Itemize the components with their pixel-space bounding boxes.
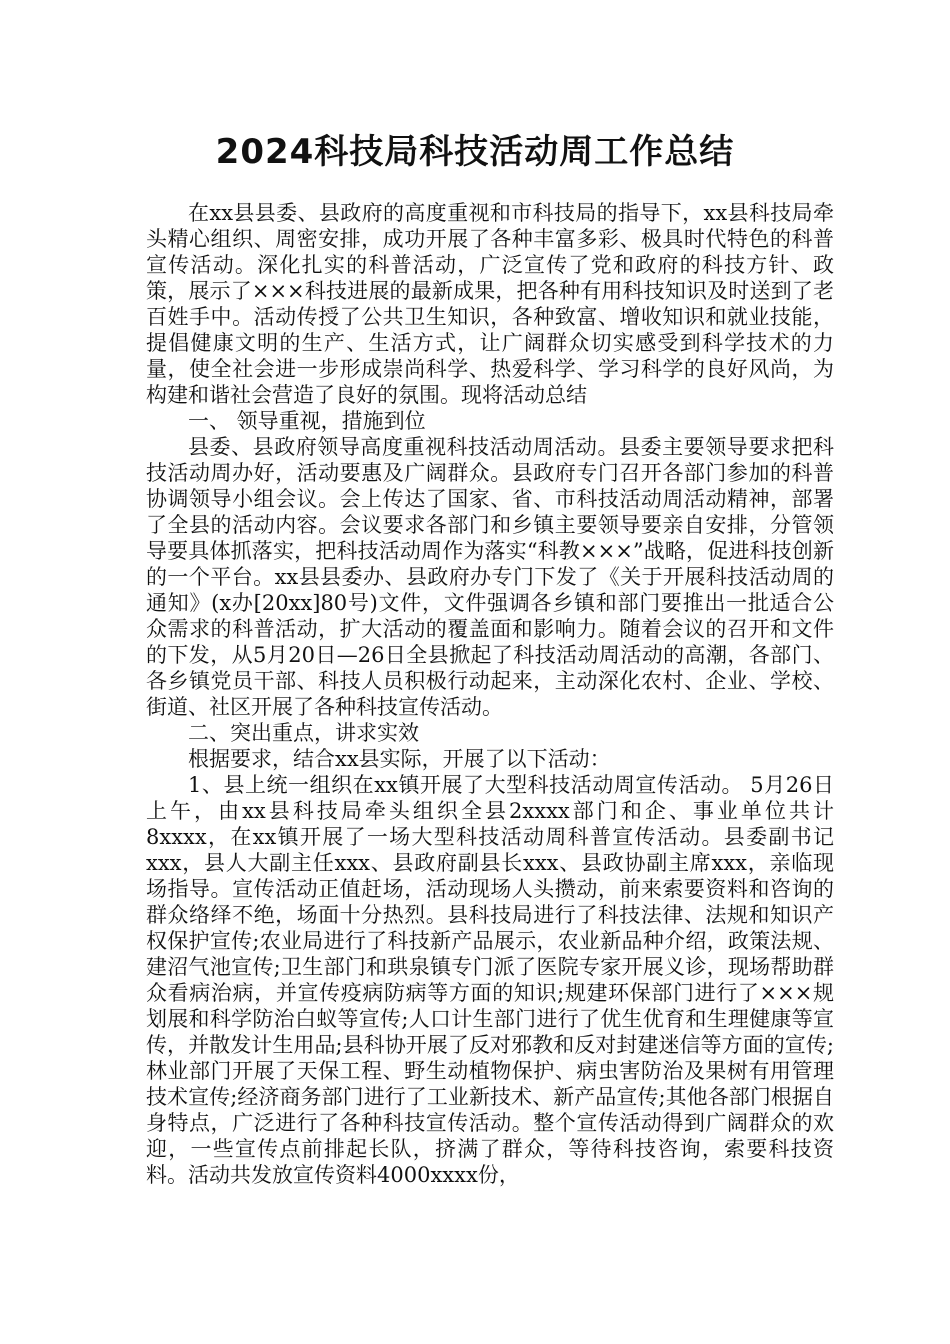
body-paragraph: 县委、县政府领导高度重视科技活动周活动。县委主要领导要求把科技活动周办好，活动要惠及广阔群众。县政府专门召开各部门参加的科普协调领导小组会议。会上传达了国家、省、市科技活动周活动精神，部署了全县的活动内容。会议要求各部门和乡镇主要领导要亲自安排，分管领导要具体抓落实，把科技活动周作为落实“科教×××”战略，促进科技创新的一个平台。xx县县委办、县政府办专门下发了《关于开展科技活动周的通知》(x办[20xx]80号)文件，文件强调各乡镇和部门要推出一批适合公众需求的科普活动，扩大活动的覆盖面和影响力。随着会议的召开和文件的下发，从5月20日—26日全县掀起了科技活动周活动的高潮，各部门、各乡镇党员干部、科技人员积极行动起来，主动深化农村、企业、学校、街道、社区开展了各种科技宣传活动。 xyxy=(146,435,834,719)
section-heading-2: 二、突出重点，讲求实效 xyxy=(188,721,419,745)
intro-paragraph: 在xx县县委、县政府的高度重视和市科技局的指导下，xx县科技局牵头精心组织、周密安排，成功开展了各种丰富多彩、极具时代特色的科普宣传活动。深化扎实的科普活动，广泛宣传了党和政府的科技方针、政策，展示了×××科技进展的最新成果，把各种有用科技知识及时送到了老百姓手中。活动传授了公共卫生知识，各种致富、增收知识和就业技能，提倡健康文明的生产、生活方式，让广阔群众切实感受到科学技术的力量，使全社会进一步形成崇尚科学、热爱科学、学习科学的良好风尚，为构建和谐社会营造了良好的氛围。现将活动总结 xyxy=(146,201,834,407)
document-body xyxy=(146,200,834,1188)
body-paragraph: 1、县上统一组织在xx镇开展了大型科技活动周宣传活动。 5月26日上午，由xx县科技局牵头组织全县2xxxx部门和企、事业单位共计8xxxx，在xx镇开展了一场大型科技活动周科普宣传活动。县委副书记xxx，县人大副主任xxx、县政府副县长xxx、县政协副主席xxx，亲临现场指导。宣传活动正值赶场，活动现场人头攒动，前来索要资料和咨询的群众络绎不绝，场面十分热烈。县科技局进行了科技法律、法规和知识产权保护宣传;农业局进行了科技新产品展示，农业新品种介绍，政策法规、建沼气池宣传;卫生部门和珙泉镇专门派了医院专家开展义诊，现场帮助群众看病治病，并宣传疫病防病等方面的知识;规建环保部门进行了×××规划展和科学防治白蚁等宣传;人口计生部门进行了优生优育和生理健康等宣传，并散发计生用品;县科协开展了反对邪教和反对封建迷信等方面的宣传;林业部门开展了天保工程、野生动植物保护、病虫害防治及果树有用管理技术宣传;经济商务部门进行了工业新技术、新产品宣传;其他各部门根据自身特点，广泛进行了各种科技宣传活动。整个宣传活动得到广阔群众的欢迎，一些宣传点前排起长队，挤满了群众，等待科技咨询，索要科技资料。活动共发放宣传资料4000xxxx份， xyxy=(146,773,834,1187)
section-heading-1: 一、 领导重视，措施到位 xyxy=(188,409,426,433)
document-title: 2024科技局科技活动周工作总结 xyxy=(215,132,735,172)
body-paragraph: 根据要求，结合xx县实际，开展了以下活动： xyxy=(188,747,611,771)
